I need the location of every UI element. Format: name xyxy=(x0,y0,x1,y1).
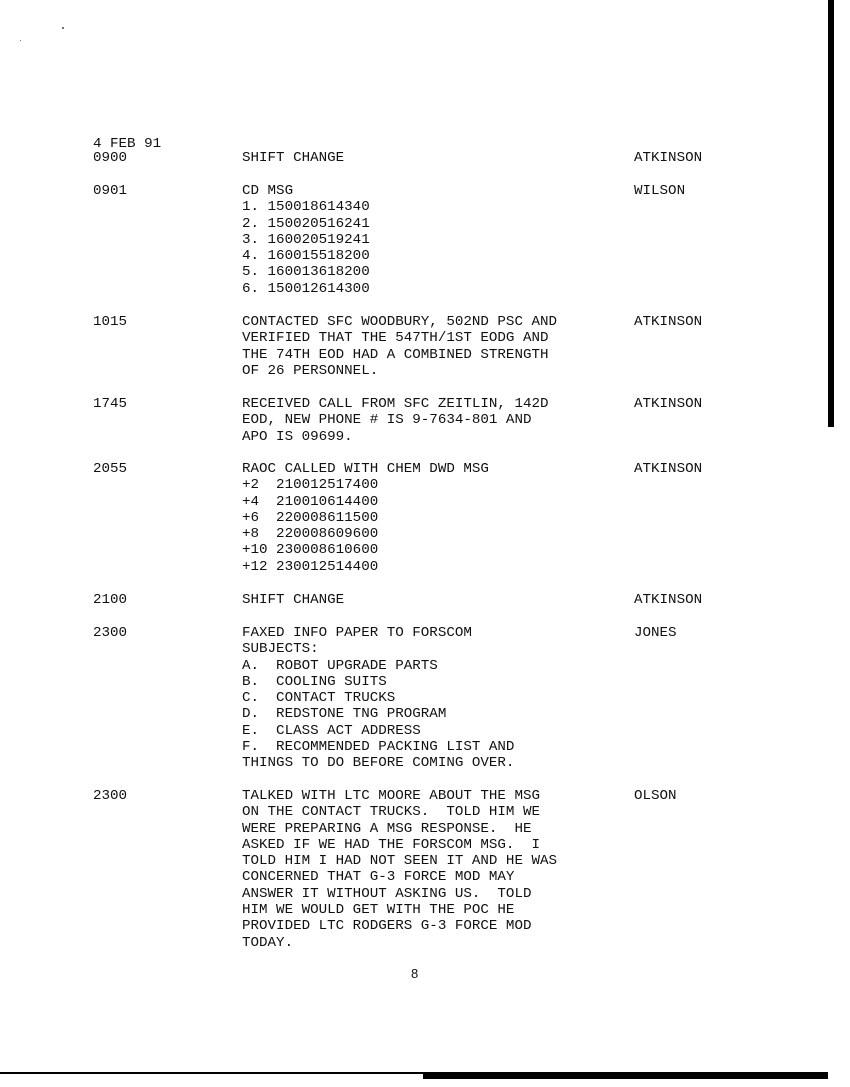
entry-line: 1. 150018614340 xyxy=(242,199,370,216)
entry-time: 1015 xyxy=(93,314,128,330)
entry-text xyxy=(242,314,627,379)
entry-text xyxy=(242,150,627,166)
entry-time: 2100 xyxy=(93,592,128,608)
entry-text xyxy=(242,625,627,772)
entry-line: +10 230008610600 xyxy=(242,542,379,559)
page-number: 8 xyxy=(411,966,419,981)
entry-line: +12 230012514400 xyxy=(242,558,379,575)
entry-line: 4. 160015518200 xyxy=(242,248,370,265)
entry-line: THE 74TH EOD HAD A COMBINED STRENGTH xyxy=(242,346,549,363)
entry-text xyxy=(242,396,627,445)
entry-author: ATKINSON xyxy=(634,592,703,608)
entry-line: CONTACTED SFC WOODBURY, 502ND PSC AND xyxy=(242,314,558,330)
entry-time: 2300 xyxy=(93,788,128,804)
entry-line: TALKED WITH LTC MOORE ABOUT THE MSG xyxy=(242,788,540,804)
entry-time: 0901 xyxy=(93,183,128,199)
log-date: 4 FEB 91 xyxy=(93,136,162,152)
entry-author: ATKINSON xyxy=(634,461,703,477)
entry-author: ATKINSON xyxy=(634,150,703,166)
entry-line: SUBJECTS: xyxy=(242,641,319,658)
entry-line: SHIFT CHANGE xyxy=(242,592,345,608)
entry-line: VERIFIED THAT THE 547TH/1ST EODG AND xyxy=(242,330,549,347)
entry-line: CONCERNED THAT G-3 FORCE MOD MAY xyxy=(242,869,515,886)
entry-line: TODAY. xyxy=(242,934,294,951)
entry-line: B. COOLING SUITS xyxy=(242,673,387,690)
scan-speck xyxy=(20,40,21,41)
entry-author: WILSON xyxy=(634,183,686,199)
entry-text xyxy=(242,592,627,608)
entry-text xyxy=(242,183,627,297)
entry-line: PROVIDED LTC RODGERS G-3 FORCE MOD xyxy=(242,918,532,935)
entry-line: ANSWER IT WITHOUT ASKING US. TOLD xyxy=(242,885,532,902)
entry-text xyxy=(242,461,627,575)
entry-line: SHIFT CHANGE xyxy=(242,150,345,166)
entry-line: F. RECOMMENDED PACKING LIST AND xyxy=(242,739,515,756)
entry-line: EOD, NEW PHONE # IS 9-7634-801 AND xyxy=(242,412,532,429)
entry-text xyxy=(242,788,627,951)
entry-line: RECEIVED CALL FROM SFC ZEITLIN, 142D xyxy=(242,396,549,412)
entry-line: THINGS TO DO BEFORE COMING OVER. xyxy=(242,755,515,772)
bottom-rule-thick xyxy=(423,1074,828,1079)
scan-speck xyxy=(62,27,64,29)
entry-line: ASKED IF WE HAD THE FORSCOM MSG. I xyxy=(242,836,540,853)
entry-author: ATKINSON xyxy=(634,396,703,412)
entry-time: 2300 xyxy=(93,625,128,641)
entry-line: FAXED INFO PAPER TO FORSCOM xyxy=(242,625,472,641)
entry-line: +4 210010614400 xyxy=(242,493,379,510)
scan-margin-bar xyxy=(828,0,834,427)
entry-line: APO IS 09699. xyxy=(242,428,353,445)
entry-line: 2. 150020516241 xyxy=(242,215,370,232)
entry-line: 3. 160020519241 xyxy=(242,231,370,248)
entry-line: OF 26 PERSONNEL. xyxy=(242,362,379,379)
entry-line: CD MSG xyxy=(242,183,294,199)
entry-line: HIM WE WOULD GET WITH THE POC HE xyxy=(242,902,515,919)
entry-line: ON THE CONTACT TRUCKS. TOLD HIM WE xyxy=(242,804,540,821)
entry-line: A. ROBOT UPGRADE PARTS xyxy=(242,657,438,674)
entry-line: +2 210012517400 xyxy=(242,477,379,494)
entry-time: 1745 xyxy=(93,396,128,412)
entry-line: +8 220008609600 xyxy=(242,526,379,543)
entry-author: ATKINSON xyxy=(634,314,703,330)
entry-line: TOLD HIM I HAD NOT SEEN IT AND HE WAS xyxy=(242,853,558,870)
entry-line: 6. 150012614300 xyxy=(242,280,370,297)
entry-line: WERE PREPARING A MSG RESPONSE. HE xyxy=(242,820,532,837)
entry-time: 2055 xyxy=(93,461,128,477)
entry-time: 0900 xyxy=(93,150,128,166)
entry-line: E. CLASS ACT ADDRESS xyxy=(242,722,421,739)
entry-author: JONES xyxy=(634,625,677,641)
entry-line: RAOC CALLED WITH CHEM DWD MSG xyxy=(242,461,489,477)
entry-line: +6 220008611500 xyxy=(242,509,379,526)
entry-line: C. CONTACT TRUCKS xyxy=(242,690,396,707)
entry-line: D. REDSTONE TNG PROGRAM xyxy=(242,706,447,723)
entry-line: 5. 160013618200 xyxy=(242,264,370,281)
entry-author: OLSON xyxy=(634,788,677,804)
